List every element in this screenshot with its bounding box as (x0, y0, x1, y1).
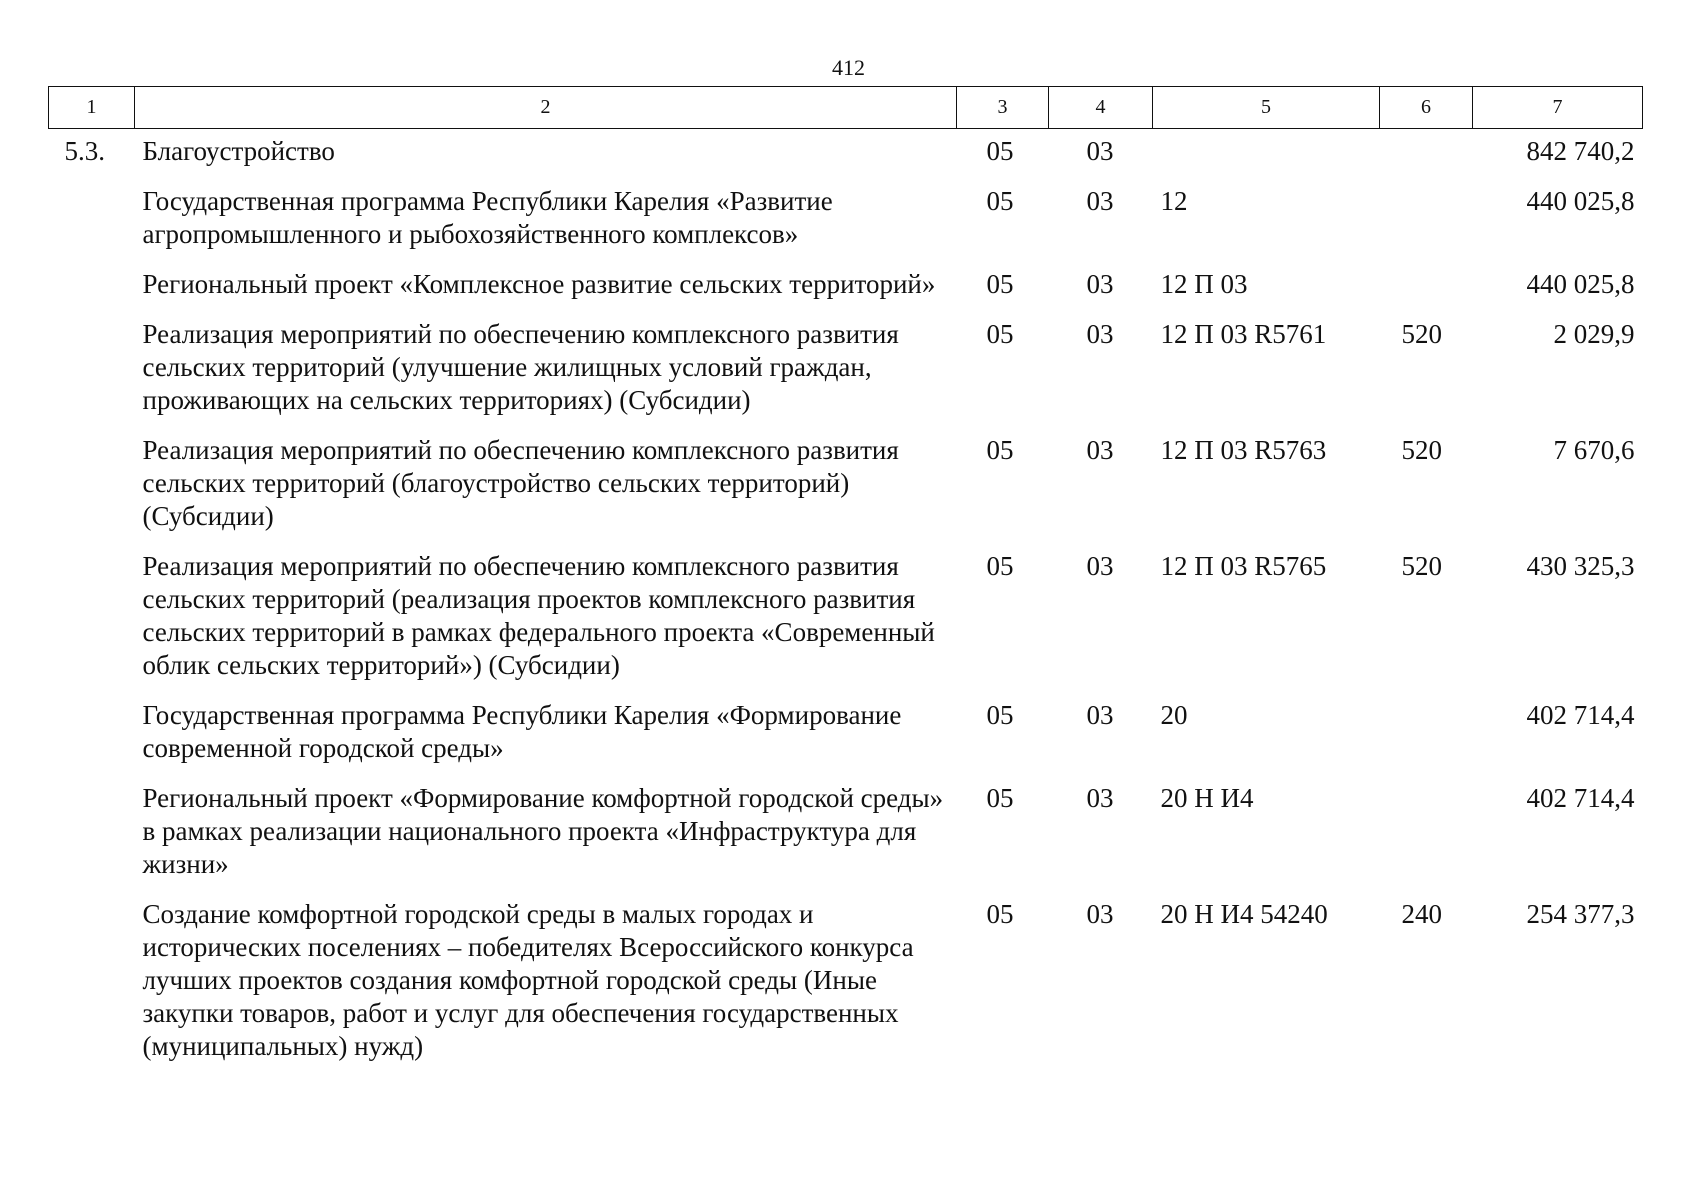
row-number (49, 550, 135, 699)
table-row (49, 699, 1643, 782)
row-expense-type (1380, 268, 1473, 318)
row-expense-type (1380, 782, 1473, 898)
row-name: Реализация мероприятий по обеспечению комплексного развития сельских территорий (реализация проектов комплексного развития сельских территорий в рамках федерального проекта «Современный облик сельских территорий») (Субсидии) (142, 551, 935, 680)
header-row (49, 87, 1643, 129)
row-subsection: 03 (1086, 551, 1114, 581)
row-expense-type: 520 (1401, 319, 1442, 349)
row-section: 05 (986, 186, 1014, 216)
row-name: Государственная программа Республики Карелия «Формирование современной городской среды» (142, 700, 902, 763)
row-number (49, 434, 135, 550)
row-sum: 440 025,8 (1526, 186, 1635, 216)
row-target-article: 20 (1160, 700, 1188, 730)
row-sum: 430 325,3 (1526, 551, 1635, 581)
row-target-article: 12 П 03 (1160, 269, 1248, 299)
row-subsection: 03 (1086, 783, 1114, 813)
row-number (49, 185, 135, 268)
row-section: 05 (986, 136, 1014, 166)
table-row (49, 129, 1643, 186)
row-expense-type: 240 (1401, 899, 1442, 929)
table-row (49, 782, 1643, 898)
table-row (49, 268, 1643, 318)
row-name: Региональный проект «Комплексное развитие сельских территорий» (142, 269, 936, 299)
header-col-2: 2 (135, 87, 957, 129)
row-subsection: 03 (1086, 186, 1114, 216)
row-number (49, 268, 135, 318)
row-sum: 402 714,4 (1526, 783, 1635, 813)
row-sum: 2 029,9 (1553, 319, 1635, 349)
row-sum: 842 740,2 (1526, 136, 1635, 166)
row-expense-type (1380, 129, 1473, 186)
row-section: 05 (986, 269, 1014, 299)
row-subsection: 03 (1086, 700, 1114, 730)
row-target-article: 20 Н И4 54240 (1160, 899, 1328, 929)
row-target-article: 12 П 03 R5761 (1160, 319, 1327, 349)
row-target-article: 20 Н И4 (1160, 783, 1254, 813)
row-subsection: 03 (1086, 319, 1114, 349)
row-target-article: 12 П 03 R5763 (1160, 435, 1327, 465)
page-number: 412 (832, 55, 865, 80)
row-subsection: 03 (1086, 269, 1114, 299)
row-target-article: 12 П 03 R5765 (1160, 551, 1327, 581)
row-subsection: 03 (1086, 899, 1114, 929)
row-name: Реализация мероприятий по обеспечению комплексного развития сельских территорий (улучшение жилищных условий граждан, проживающих на сельских территориях) (Субсидии) (142, 319, 899, 415)
header-col-6: 6 (1380, 87, 1473, 129)
row-sum: 7 670,6 (1553, 435, 1635, 465)
row-target-article: 12 (1160, 186, 1188, 216)
header-col-3: 3 (957, 87, 1049, 129)
row-section: 05 (986, 783, 1014, 813)
row-number (49, 699, 135, 782)
row-subsection: 03 (1086, 435, 1114, 465)
table-row (49, 550, 1643, 699)
row-section: 05 (986, 700, 1014, 730)
row-expense-type: 520 (1401, 551, 1442, 581)
row-number (49, 898, 135, 1080)
row-number (49, 782, 135, 898)
row-sum: 402 714,4 (1526, 700, 1635, 730)
row-expense-type (1380, 185, 1473, 268)
row-sum: 254 377,3 (1526, 899, 1635, 929)
row-target-article (1153, 129, 1380, 186)
table-row (49, 185, 1643, 268)
row-name: Региональный проект «Формирование комфортной городской среды» в рамках реализации национального проекта «Инфраструктура для жизни» (142, 783, 944, 879)
table-row (49, 434, 1643, 550)
row-section: 05 (986, 899, 1014, 929)
row-sum: 440 025,8 (1526, 269, 1635, 299)
table-row (49, 898, 1643, 1080)
table-row (49, 318, 1643, 434)
row-name: Государственная программа Республики Карелия «Развитие агропромышленного и рыбохозяйственного комплексов» (142, 186, 833, 249)
header-col-5: 5 (1153, 87, 1380, 129)
row-name: Благоустройство (142, 136, 335, 166)
row-subsection: 03 (1086, 136, 1114, 166)
row-name: Реализация мероприятий по обеспечению комплексного развития сельских территорий (благоустройство сельских территорий) (Субсидии) (142, 435, 899, 531)
row-number: 5.3. (64, 136, 105, 166)
header-col-1: 1 (49, 87, 135, 129)
row-name: Создание комфортной городской среды в малых городах и исторических поселениях – победителях Всероссийского конкурса лучших проектов создания комфортной городской среды (Иные закупки товаров, работ и услуг для обеспечения государственных (муниципальных) нужд) (142, 899, 914, 1061)
row-expense-type: 520 (1401, 435, 1442, 465)
row-section: 05 (986, 551, 1014, 581)
row-expense-type (1380, 699, 1473, 782)
header-col-4: 4 (1049, 87, 1153, 129)
row-section: 05 (986, 319, 1014, 349)
row-number (49, 318, 135, 434)
row-section: 05 (986, 435, 1014, 465)
budget-table (48, 86, 1643, 1080)
header-col-7: 7 (1473, 87, 1643, 129)
